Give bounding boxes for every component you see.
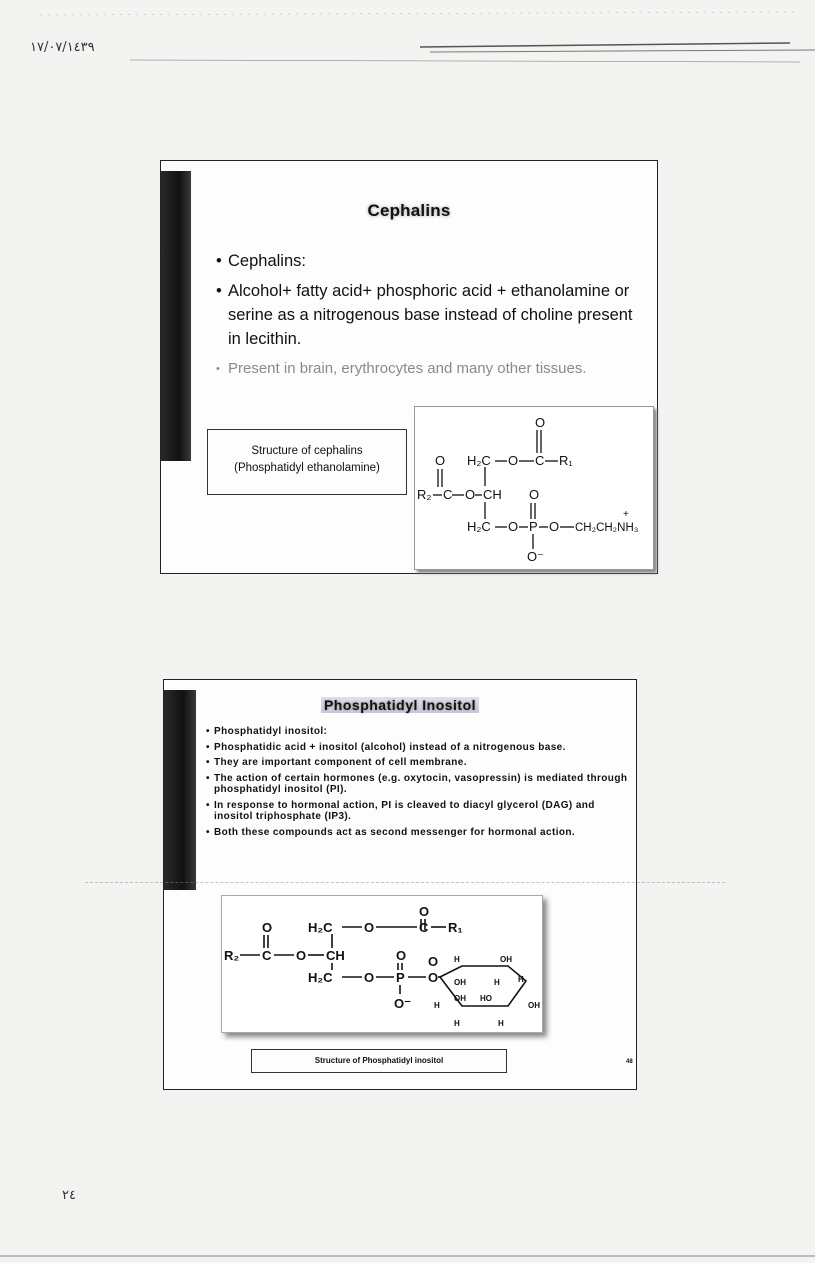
atom-o: O xyxy=(535,415,546,430)
atom-o: O xyxy=(508,453,519,468)
bullet-item: • Present in brain, erythrocytes and many other tissues. xyxy=(216,357,636,381)
atom-p: P xyxy=(529,519,538,534)
slide-phosphatidyl-inositol xyxy=(163,679,637,1090)
structure-caption: Structure of Phosphatidyl inositol xyxy=(251,1049,507,1073)
slide-sidebar xyxy=(164,690,196,890)
atom-c: C xyxy=(443,487,453,502)
atom-ominus: O⁻ xyxy=(394,996,411,1011)
atom-p: P xyxy=(396,970,405,985)
bullet-item: • Both these compounds act as second messenger for hormonal action. xyxy=(206,827,636,839)
atom-h: H xyxy=(494,978,500,987)
atom-o: O xyxy=(428,970,439,985)
phosphatidyl-inositol-structure-diagram xyxy=(221,895,543,1033)
atom-o: O xyxy=(508,519,519,534)
atom-c: C xyxy=(419,920,429,935)
structure-caption: Structure of cephalins (Phosphatidyl ethanolamine) xyxy=(207,429,407,495)
bullet-item: • They are important component of cell membrane. xyxy=(206,757,636,769)
slide-cephalins xyxy=(160,160,658,574)
atom-o: O xyxy=(364,970,375,985)
atom-h2c: H₂C xyxy=(308,970,333,985)
bullet-item: • The action of certain hormones (e.g. oxytocin, vasopressin) is mediated through phosphatidyl inositol (PI). xyxy=(206,773,636,796)
atom-r2: R₂ xyxy=(224,948,240,963)
atom-ch: CH xyxy=(326,948,345,963)
atom-h: H xyxy=(454,955,460,964)
atom-h: H xyxy=(434,1001,440,1010)
atom-oh: OH xyxy=(454,994,466,1003)
atom-r1: R₁ xyxy=(448,920,463,935)
atom-h2c: H₂C xyxy=(308,920,333,935)
atom-o: O xyxy=(428,954,439,969)
atom-c: C xyxy=(262,948,272,963)
atom-h: H xyxy=(498,1019,504,1028)
cephalin-structure-diagram xyxy=(414,406,654,570)
atom-ominus: O⁻ xyxy=(527,549,544,564)
bullet-list xyxy=(206,726,636,842)
atom-o: O xyxy=(549,519,560,534)
bullet-item: • Alcohol+ fatty acid+ phosphoric acid + ethanolamine or serine as a nitrogenous base instead of choline present in lecithin. xyxy=(216,279,636,351)
atom-o: O xyxy=(296,948,307,963)
page-number: ٢٤ xyxy=(62,1188,76,1203)
header-date: ١٧/٠٧/١٤٣٩ xyxy=(30,40,95,55)
scan-bottom-edge xyxy=(0,1255,815,1257)
bullet-item: • Phosphatidyl inositol: xyxy=(206,726,636,738)
atom-h2c: H₂C xyxy=(467,519,491,534)
charge-plus: + xyxy=(623,509,629,520)
bullet-item: • Cephalins: xyxy=(216,249,636,273)
ethanolamine-group: CH₂CH₂NH₃ xyxy=(575,522,639,534)
atom-r2: R₂ xyxy=(417,487,432,502)
bullet-list xyxy=(216,249,636,387)
atom-h2c: H₂C xyxy=(467,453,491,468)
slide-title: Phosphatidyl Inositol xyxy=(164,697,636,713)
atom-o: O xyxy=(364,920,375,935)
atom-oh: OH xyxy=(454,978,466,987)
atom-ch: CH xyxy=(483,487,502,502)
atom-o: O xyxy=(396,948,407,963)
bullet-item: • In response to hormonal action, PI is cleaved to diacyl glycerol (DAG) and inositol triphosphate (IP3). xyxy=(206,800,636,823)
slide-title: Cephalins xyxy=(367,201,451,220)
atom-o: O xyxy=(435,453,446,468)
atom-oh: OH xyxy=(528,1001,540,1010)
scan-divider-line xyxy=(85,882,725,884)
atom-ho: HO xyxy=(480,994,492,1003)
atom-r1: R₁ xyxy=(559,453,573,468)
scan-top-artifacts xyxy=(0,0,815,70)
bullet-item: • Phosphatidic acid + inositol (alcohol) instead of a nitrogenous base. xyxy=(206,742,636,754)
slide-number: 48 xyxy=(626,1059,633,1065)
atom-h: H xyxy=(454,1019,460,1028)
atom-h: H xyxy=(518,975,524,984)
atom-o: O xyxy=(465,487,476,502)
atom-c: C xyxy=(535,453,545,468)
atom-oh: OH xyxy=(500,955,512,964)
atom-o: O xyxy=(529,487,540,502)
atom-o: O xyxy=(419,904,430,919)
atom-o: O xyxy=(262,920,273,935)
